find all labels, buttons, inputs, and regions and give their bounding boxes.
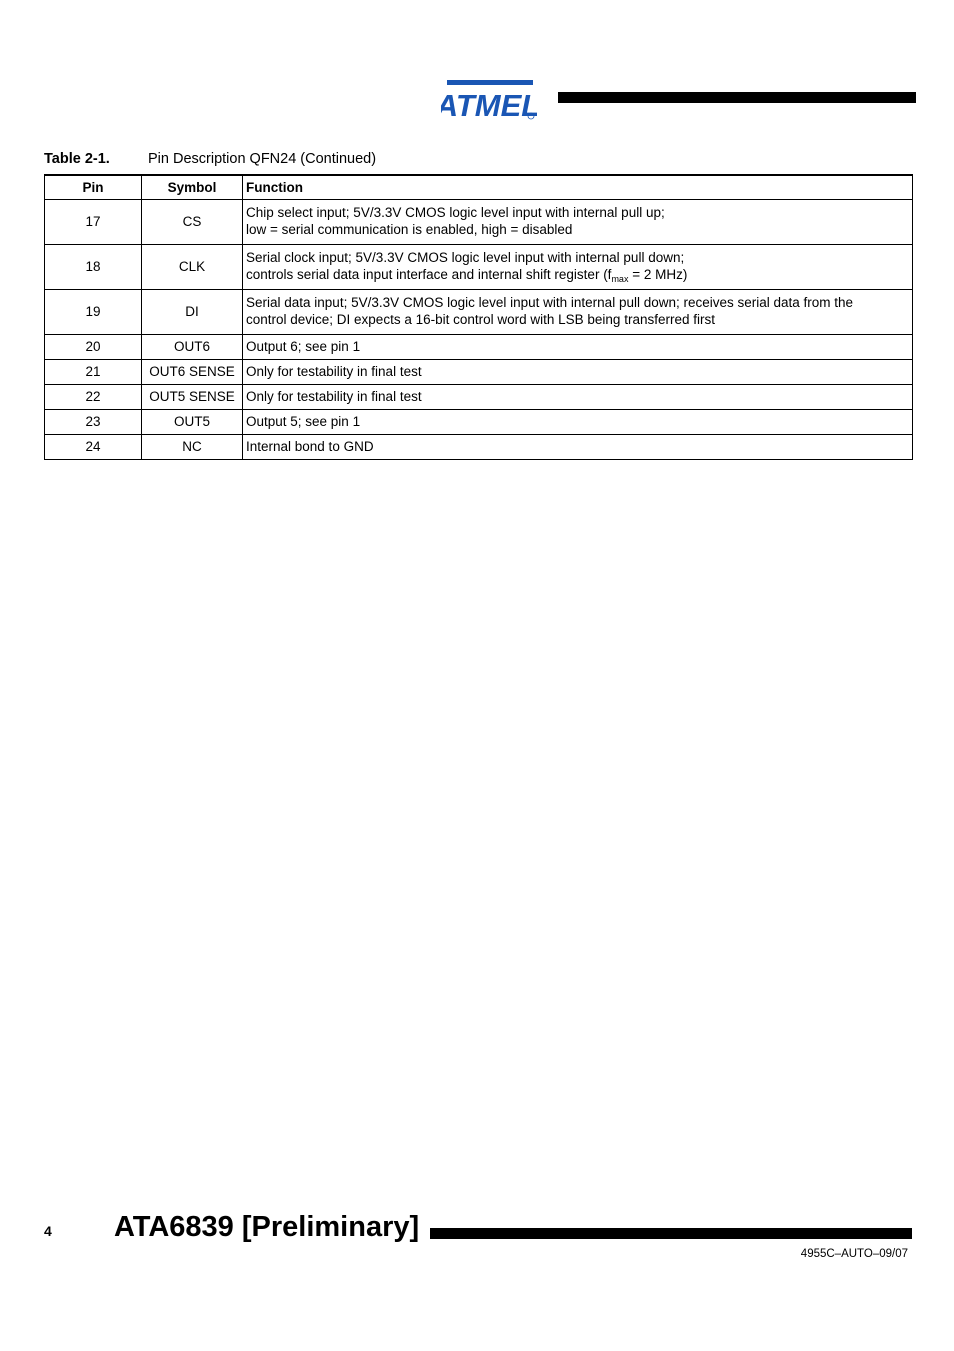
header-symbol: Symbol <box>142 175 243 199</box>
atmel-logo <box>441 76 537 122</box>
function-text: = 2 MHz) <box>628 267 688 282</box>
function-line: control device; DI expects a 16-bit control word with LSB being transferred first <box>246 312 715 327</box>
table-row <box>45 289 913 334</box>
function-text: controls serial data input interface and internal shift register (f <box>246 267 612 282</box>
atmel-logo-icon <box>441 76 537 122</box>
symbol-cell: OUT5 SENSE <box>142 384 243 409</box>
table-row <box>45 384 913 409</box>
pin-cell: 24 <box>45 434 142 459</box>
symbol-cell: OUT5 <box>142 409 243 434</box>
table-number: Table 2-1. <box>44 151 110 167</box>
function-cell <box>243 289 913 334</box>
function-cell: Output 5; see pin 1 <box>243 409 913 434</box>
document-code: 4955C–AUTO–09/07 <box>800 1248 908 1260</box>
table-header-row <box>45 175 913 199</box>
pin-cell: 20 <box>45 334 142 359</box>
header-function: Function <box>243 175 913 199</box>
symbol-cell: CS <box>142 199 243 244</box>
header-pin: Pin <box>45 175 142 199</box>
table-row <box>45 359 913 384</box>
symbol-cell: CLK <box>142 244 243 289</box>
symbol-cell: OUT6 <box>142 334 243 359</box>
function-cell <box>243 199 913 244</box>
table-title: Pin Description QFN24 (Continued) <box>148 151 377 167</box>
function-cell <box>243 244 913 289</box>
table-caption <box>44 151 376 167</box>
pin-cell: 22 <box>45 384 142 409</box>
function-line: Serial clock input; 5V/3.3V CMOS logic level input with internal pull down; <box>246 250 685 265</box>
subscript: max <box>611 274 629 284</box>
table-row <box>45 334 913 359</box>
page-number: 4 <box>44 1223 52 1239</box>
pin-cell: 19 <box>45 289 142 334</box>
symbol-cell: DI <box>142 289 243 334</box>
document-title: ATA6839 [Preliminary] <box>114 1211 420 1243</box>
table-row <box>45 199 913 244</box>
function-line <box>246 266 909 283</box>
function-line: Serial data input; 5V/3.3V CMOS logic level input with internal pull down; receives serial data from the <box>246 295 854 310</box>
footer-rule <box>430 1228 912 1239</box>
pin-cell: 21 <box>45 359 142 384</box>
symbol-cell: NC <box>142 434 243 459</box>
function-line: low = serial communication is enabled, high = disabled <box>246 222 573 237</box>
function-cell: Internal bond to GND <box>243 434 913 459</box>
pin-cell: 17 <box>45 199 142 244</box>
table-row <box>45 409 913 434</box>
header-rule <box>558 92 916 103</box>
table-row <box>45 434 913 459</box>
function-cell: Only for testability in final test <box>243 384 913 409</box>
function-cell: Only for testability in final test <box>243 359 913 384</box>
logo-text: ATMEL <box>441 88 537 122</box>
symbol-cell: OUT6 SENSE <box>142 359 243 384</box>
pin-cell: 23 <box>45 409 142 434</box>
table-row <box>45 244 913 289</box>
function-line: Chip select input; 5V/3.3V CMOS logic level input with internal pull up; <box>246 205 665 220</box>
pin-description-table <box>44 174 913 460</box>
pin-cell: 18 <box>45 244 142 289</box>
function-cell: Output 6; see pin 1 <box>243 334 913 359</box>
